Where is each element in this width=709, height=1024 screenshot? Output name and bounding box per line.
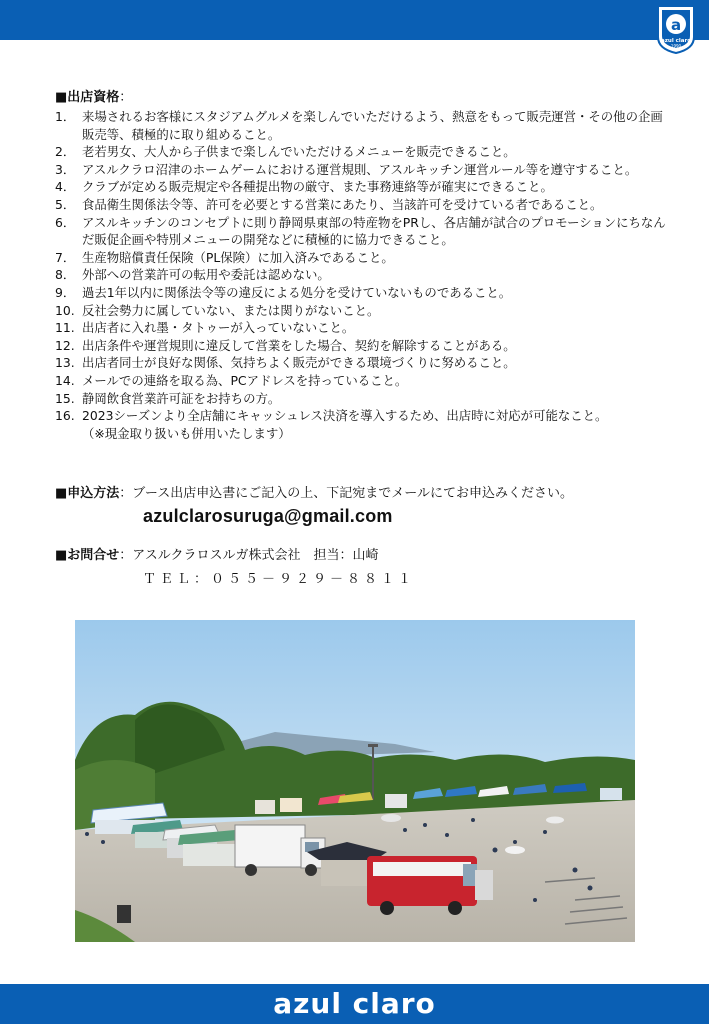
contact-email[interactable]: azulclarosuruga@gmail.com [143,506,393,526]
qualification-number: 2． [55,144,76,160]
qualification-number [55,425,82,443]
apply-method: ■申込方法：ブース出店申込書にご記入の上、下記宛までメールにてお申込みください。 [55,486,573,501]
qualification-number: 16. [55,408,75,424]
qualifications-heading: ■出店資格： [55,90,133,105]
qualification-number: 13. [55,355,75,371]
svg-text:1990: 1990 [670,43,682,49]
qualification-text: クラブが定める販売規定や各種提出物の厳守、また事務連絡等が確実にできること。 [82,179,553,195]
qualification-number: 1． [55,109,76,124]
qualification-item [55,319,675,337]
qualification-text: （※現金取り扱いも併用いたします） [82,425,291,441]
qualification-number: 7． [55,249,76,265]
qualification-text: 出店者に入れ墨・タトゥーが入っていないこと。 [82,320,355,336]
qualification-number: 4． [55,179,76,195]
qualification-text: 生産物賠償責任保険（PL保険）に加入済みであること。 [82,249,394,265]
qualification-item [55,390,675,408]
qualification-text: 老若男女、大人から子供まで楽しんでいただけるメニューを販売できること。 [82,144,516,160]
qualification-text: 過去1年以内に関係法令等の違反による処分を受けていないものであること。 [82,284,512,300]
header-bar [0,0,709,40]
qualification-text: アスルクラロ沼津のホームゲームにおける運営規則、アスルキッチン運営ルール等を遵守すること。 [82,161,638,177]
qualification-text: 静岡飲食営業許可証をお持ちの方。 [82,390,281,406]
qualification-item [55,143,675,161]
qualification-item [55,302,675,320]
qualification-number: 14. [55,372,75,388]
qualification-text: 来場されるお客様にスタジアムグルメを楽しんでいただけるよう、熱意をもって販売運営・その他の企画販売等、積極的に取り組めること。 [82,109,663,142]
qualification-number: 8． [55,267,76,283]
qualification-number: 10. [55,302,75,318]
qualification-item [55,284,675,302]
qualification-item [55,372,675,390]
qualification-item [55,214,675,249]
qualification-item [55,249,675,267]
qualification-text: 反社会勢力に属していない、または関りがないこと。 [82,302,380,318]
qualification-text: 2023シーズンより全店舗にキャッシュレス決済を導入するため、出店時に対応が可能なこと。 [82,408,608,424]
qualification-item [55,161,675,179]
svg-text:a: a [670,16,682,34]
qualification-item [55,407,675,425]
qualification-number: 12. [55,337,75,353]
qualification-item [55,337,675,355]
svg-text:azul claro: azul claro [661,38,691,44]
contact-phone: ＴＥＬ：０５５－９２９－８８１１ [143,572,416,587]
qualification-text: アスルキッチンのコンセプトに則り静岡県東部の特産物をPRし、各店舗が試合のプロモーションにちなんだ販促企画や特別メニューの開発などに積極的に協力できること。 [82,214,666,248]
qualification-text: 外部への営業許可の転用や委託は認めない。 [82,267,330,283]
qualification-text: 食品衛生関係法令等、許可を必要とする営業にあたり、当該許可を受けている者であること。 [82,196,603,212]
qualification-number: 3． [55,161,76,177]
qualification-item [55,425,675,443]
qualification-text: メールでの連絡を取る為、PCアドレスを持っていること。 [82,372,408,388]
qualification-number: 11. [55,320,75,336]
inquiry: ■お問合せ：アスルクラロスルガ株式会社 担当：山崎 [55,548,379,563]
qualification-number: 5． [55,196,76,212]
qualification-item [55,178,675,196]
qualifications-list [55,108,675,442]
qualification-item [55,196,675,214]
food-booth-photo [75,620,635,942]
footer-logo: azul claro [273,987,436,1020]
qualification-item [55,354,675,372]
qualification-text: 出店条件や運営規則に違反して営業をした場合、契約を解除することがある。 [82,337,516,353]
qualification-item [55,108,675,143]
qualification-number: 9． [55,284,76,300]
qualification-text: 出店者同士が良好な関係、気持ちよく販売ができる環境づくりに努めること。 [82,355,516,371]
qualification-item [55,266,675,284]
qualification-number: 6． [55,214,76,230]
club-crest-logo [655,3,697,55]
qualification-number: 15. [55,390,75,406]
